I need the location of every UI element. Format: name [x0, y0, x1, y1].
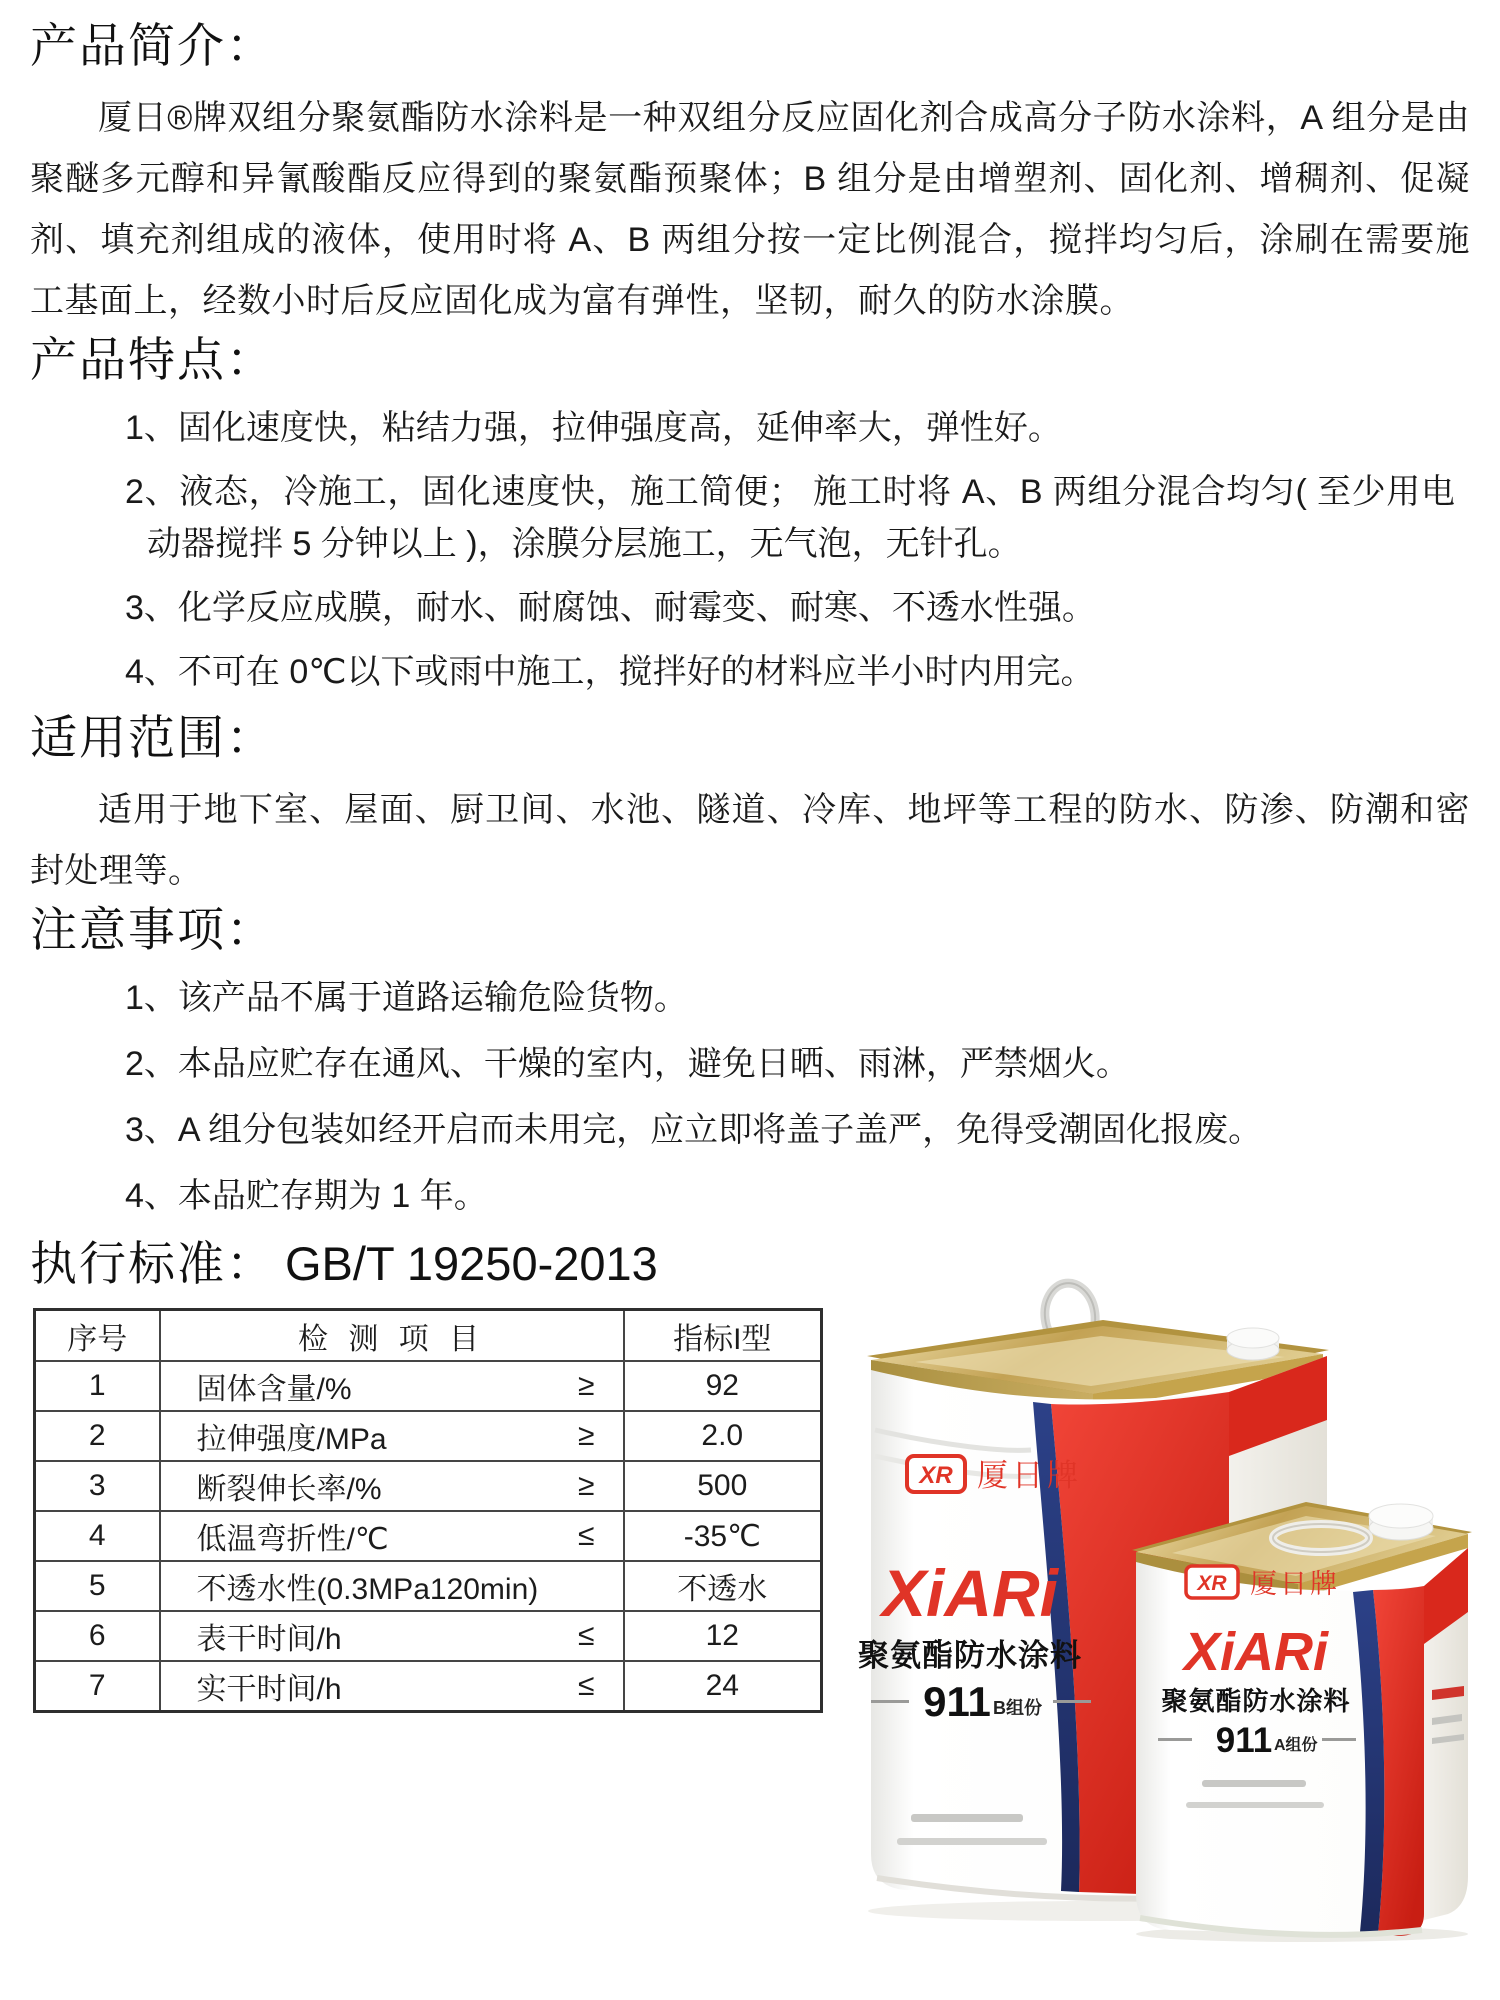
spec-value: 500: [624, 1461, 822, 1511]
col-header-value: 指标I型: [624, 1310, 822, 1362]
brand-latin: XiARi: [881, 1556, 1059, 1630]
comparator: ≤: [578, 1619, 595, 1652]
intro-heading: 产品简介：: [30, 19, 275, 72]
col-header-item: 检 测 项 目: [160, 1310, 624, 1362]
table-row: [35, 1561, 822, 1611]
test-item: 断裂伸长率/%: [196, 1473, 382, 1506]
comparator: ≥: [578, 1469, 595, 1502]
test-item: 表干时间/h: [196, 1623, 342, 1656]
spec-value: -35℃: [624, 1511, 822, 1561]
scope-heading: 适用范围：: [30, 711, 275, 764]
feature-item-4: 4、不可在 0℃以下或雨中施工，搅拌好的材料应半小时内用完。: [125, 653, 1095, 691]
note-item-4: 4、本品贮存期为 1 年。: [125, 1177, 488, 1215]
scope-paragraph: 适用于地下室、屋面、厨卫间、水池、隧道、冷库、地坪等工程的防水、防渗、防潮和密封处理等。: [30, 791, 1470, 890]
features-heading: 产品特点：: [30, 333, 275, 386]
feature-item-2: 2、液态，冷施工，固化速度快，施工简便； 施工时将 A、B 两组分混合均匀( 至少用电动器搅拌 5 分钟以上 )，涂膜分层施工，无气泡，无针孔。: [125, 473, 1455, 563]
col-header-no: 序号: [35, 1310, 160, 1362]
row-no: 2: [35, 1411, 160, 1461]
spec-value: 不透水: [624, 1561, 822, 1611]
comparator: ≤: [578, 1519, 595, 1552]
table-row: [35, 1511, 822, 1561]
row-no: 3: [35, 1461, 160, 1511]
spec-value: 2.0: [624, 1411, 822, 1461]
row-no: 1: [35, 1361, 160, 1411]
product-name: 聚氨酯防水涂料: [1161, 1686, 1351, 1716]
spec-table: [33, 1308, 823, 1713]
features-list: [125, 402, 1455, 698]
can-side-face: [1424, 1548, 1468, 1920]
table-row: [35, 1461, 822, 1511]
fine-print-bar: [911, 1814, 1023, 1822]
test-item: 拉伸强度/MPa: [196, 1423, 387, 1456]
product-can-small: [1126, 1490, 1478, 1942]
brand-logo: XR: [919, 1462, 953, 1489]
spec-value: 12: [624, 1611, 822, 1661]
fine-print-bar: [1186, 1802, 1324, 1808]
test-item: 低温弯折性/℃: [196, 1523, 389, 1556]
note-item-2: 2、本品应贮存在通风、干燥的室内，避免日晒、雨淋，严禁烟火。: [125, 1045, 1130, 1083]
test-item: 固体含量/%: [196, 1373, 352, 1406]
spec-value: 24: [624, 1661, 822, 1712]
comparator: ≥: [578, 1419, 595, 1452]
brand-name: 厦日牌: [977, 1458, 1082, 1493]
model-number: 911: [1215, 1721, 1273, 1760]
feature-item-1: 1、固化速度快，粘结力强，拉伸强度高，延伸率大，弹性好。: [125, 409, 1062, 447]
can-cap: [1227, 1328, 1279, 1360]
notes-heading: 注意事项：: [30, 903, 275, 956]
fine-print-bar: [897, 1838, 1047, 1845]
row-no: 7: [35, 1661, 160, 1712]
test-item: 不透水性(0.3MPa120min): [196, 1573, 539, 1606]
table-row: [35, 1361, 822, 1411]
product-name: 聚氨酯防水涂料: [858, 1638, 1082, 1673]
feature-item-3: 3、化学反应成膜，耐水、耐腐蚀、耐霉变、耐寒、不透水性强。: [125, 589, 1096, 627]
test-item: 实干时间/h: [196, 1673, 342, 1706]
standard-value: GB/T 19250-2013: [285, 1237, 658, 1290]
brand-logo: XR: [1197, 1572, 1227, 1595]
comparator: ≥: [578, 1369, 595, 1402]
table-row: [35, 1411, 822, 1461]
note-item-3: 3、A 组分包装如经开启而未用完，应立即将盖子盖严，免得受潮固化报废。: [125, 1111, 1263, 1149]
table-row: [35, 1611, 822, 1661]
row-no: 5: [35, 1561, 160, 1611]
note-item-1: 1、该产品不属于道路运输危险货物。: [125, 979, 688, 1017]
table-row: [35, 1661, 822, 1712]
component-label: A组份: [1274, 1737, 1318, 1754]
brand-latin: XiARi: [1183, 1622, 1329, 1682]
brand-name: 厦日牌: [1250, 1569, 1340, 1599]
can-illustration-small: [1126, 1490, 1478, 1942]
row-no: 6: [35, 1611, 160, 1661]
component-label: B组份: [993, 1698, 1042, 1718]
row-no: 4: [35, 1511, 160, 1561]
comparator: ≤: [578, 1669, 595, 1702]
model-number: 911: [923, 1678, 991, 1725]
intro-paragraph: 厦日®牌双组分聚氨酯防水涂料是一种双组分反应固化剂合成高分子防水涂料，A 组分是由聚醚多元醇和异氰酸酯反应得到的聚氨酯预聚体；B 组分是由增塑剂、固化剂、增稠剂、促凝剂、填充剂组成的液体，使用时将 A、B 两组分按一定比例混合，搅拌均匀后，涂刷在需要施工基面上，经数小时后反应固化成为富有弹性，坚韧，耐久的防水涂膜。: [30, 99, 1470, 320]
fine-print-bar: [1202, 1780, 1306, 1787]
table-header-row: [35, 1310, 822, 1362]
spec-value: 92: [624, 1361, 822, 1411]
standard-label: 执行标准：: [30, 1237, 275, 1290]
notes-list: [125, 972, 1455, 1222]
can-cap: [1369, 1504, 1433, 1540]
